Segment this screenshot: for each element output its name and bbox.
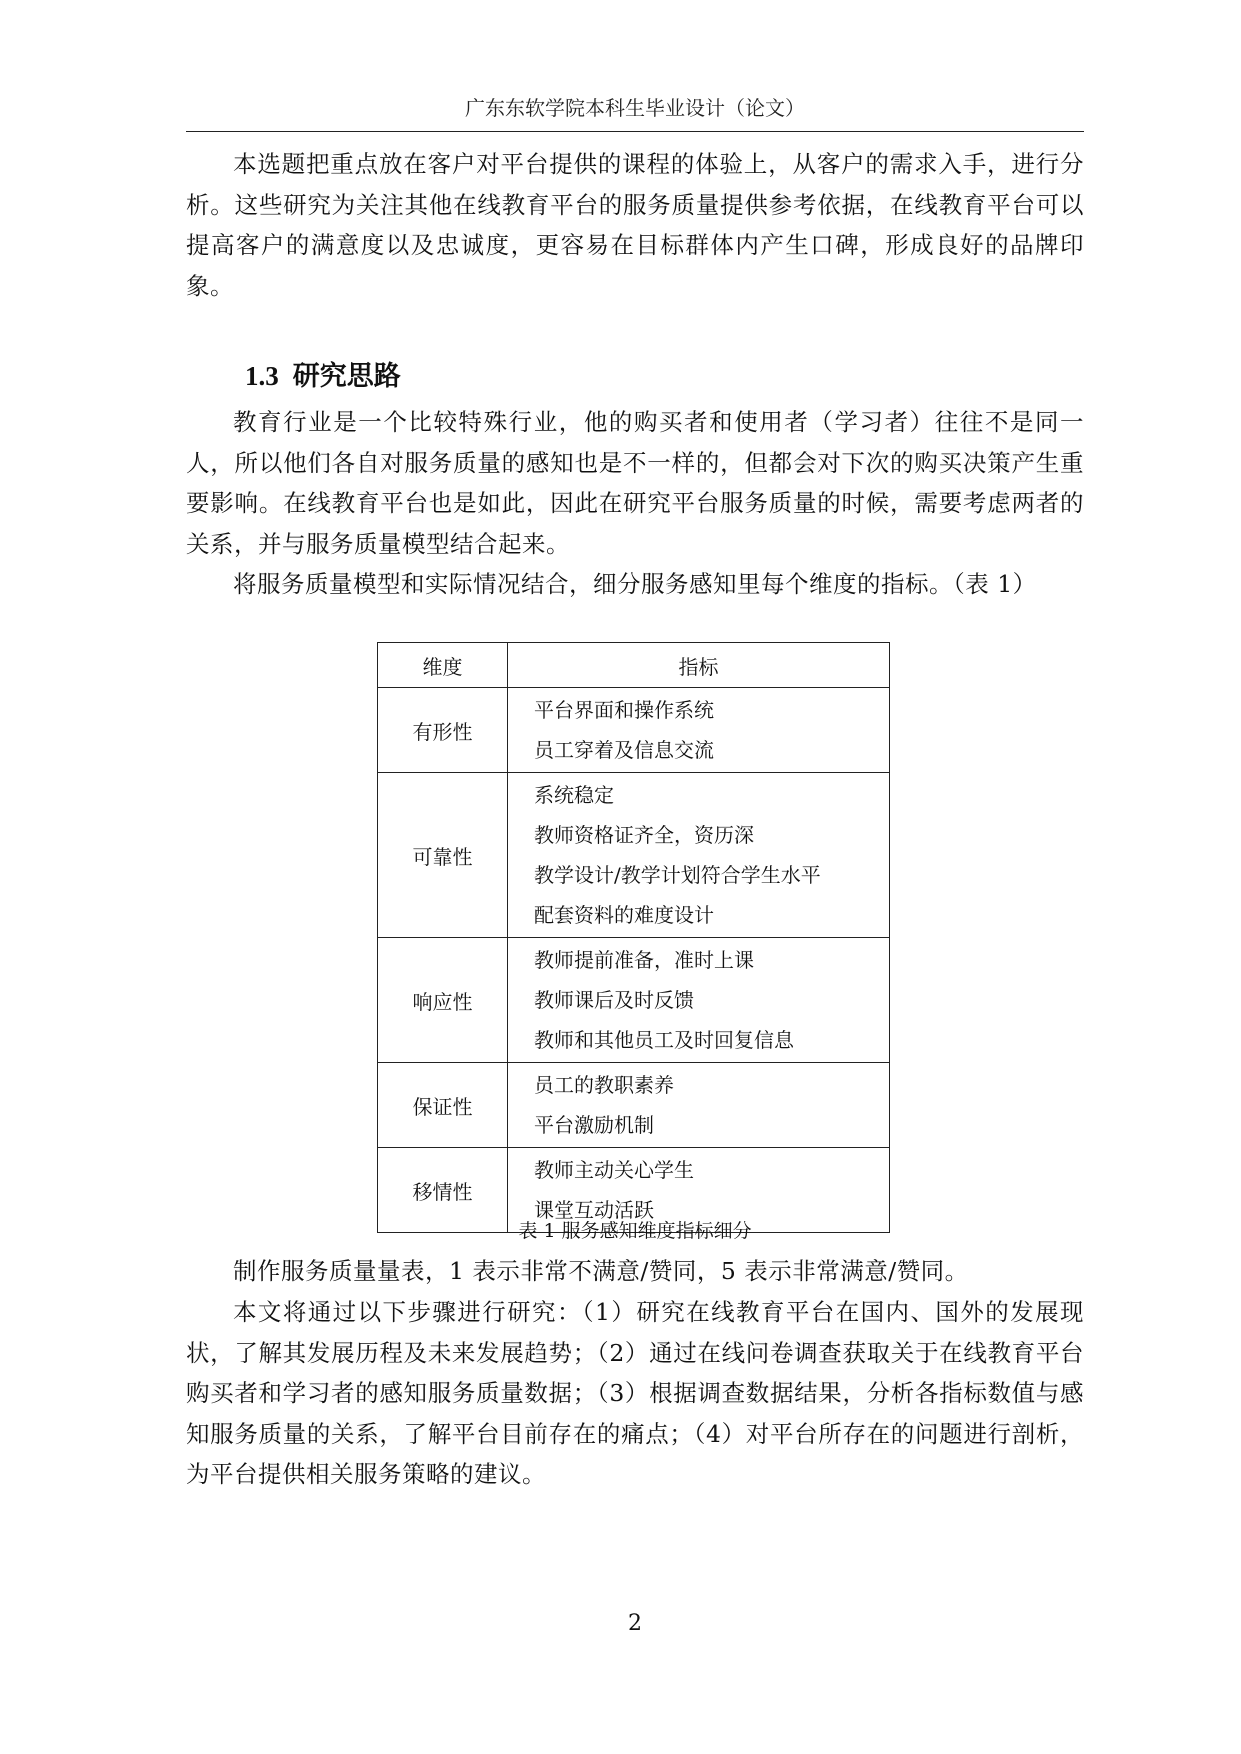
header-rule (186, 131, 1084, 132)
indicator-item: 教师课后及时反馈 (534, 988, 694, 1012)
page-number: 2 (628, 1611, 642, 1636)
paragraph-research-steps: 本文将通过以下步骤进行研究：（1）研究在线教育平台在国内、国外的发展现状，了解其发展历程及未来发展趋势；（2）通过在线问卷调查获取关于在线教育平台购买者和学习者的感知服务质量数据；（3）根据调查数据结果，分析各指标数值与感知服务质量的关系，了解平台目前存在的痛点；（4）对平台所存在的问题进行剖析，为平台提供相关服务策略的建议。 (186, 1298, 1084, 1488)
indicator-item: 系统稳定 (534, 783, 614, 807)
paragraph-education-industry: 教育行业是一个比较特殊行业，他的购买者和使用者（学习者）往往不是同一人，所以他们各自对服务质量的感知也是不一样的，但都会对下次的购买决策产生重要影响。在线教育平台也是如此，因此在研究平台服务质量的时候，需要考虑两者的关系，并与服务质量模型结合起来。 (186, 408, 1084, 558)
indicator-cell (508, 938, 890, 1063)
indicator-item: 配套资料的难度设计 (534, 903, 714, 927)
indicator-item: 员工穿着及信息交流 (534, 738, 714, 762)
table-header-row (378, 643, 890, 688)
indicator-item: 教学设计/教学计划符合学生水平 (534, 863, 821, 887)
section-number: 1.3 (245, 361, 279, 391)
dimension-indicator-table (377, 642, 890, 1233)
indicator-cell (508, 773, 890, 938)
indicator-cell (508, 1063, 890, 1148)
paragraph-topic-focus: 本选题把重点放在客户对平台提供的课程的体验上，从客户的需求入手，进行分析。这些研究为关注其他在线教育平台的服务质量提供参考依据，在线教育平台可以提高客户的满意度以及忠诚度，更容易在目标群体内产生口碑，形成良好的品牌印象。 (186, 150, 1084, 300)
table-row (378, 688, 890, 773)
section-title: 研究思路 (292, 361, 401, 392)
table-header-dimension: 维度 (378, 643, 508, 688)
indicator-item: 教师和其他员工及时回复信息 (534, 1028, 794, 1052)
dimension-cell: 移情性 (378, 1148, 508, 1233)
dimension-cell: 可靠性 (378, 773, 508, 938)
indicator-item: 教师主动关心学生 (534, 1158, 694, 1182)
indicator-item: 教师提前准备，准时上课 (534, 948, 754, 972)
paragraph-table-intro: 将服务质量模型和实际情况结合，细分服务感知里每个维度的指标。（表 1） (233, 570, 1037, 598)
running-header: 广东东软学院本科生毕业设计（论文） (465, 96, 805, 120)
section-heading (245, 356, 401, 397)
indicator-item: 教师资格证齐全，资历深 (534, 823, 754, 847)
table-row (378, 1063, 890, 1148)
indicator-item: 员工的教职素养 (534, 1073, 674, 1097)
table-row (378, 773, 890, 938)
dimension-cell: 响应性 (378, 938, 508, 1063)
indicator-item: 课堂互动活跃 (534, 1198, 654, 1222)
dimension-cell: 保证性 (378, 1063, 508, 1148)
paragraph-scale: 制作服务质量量表，1 表示非常不满意/赞同，5 表示非常满意/赞同。 (233, 1257, 969, 1285)
table-row (378, 938, 890, 1063)
indicator-item: 平台界面和操作系统 (534, 698, 714, 722)
table-header-indicator: 指标 (508, 643, 890, 688)
indicator-item: 平台激励机制 (534, 1113, 654, 1137)
indicator-cell (508, 688, 890, 773)
dimension-cell: 有形性 (378, 688, 508, 773)
table-caption: 表 1 服务感知维度指标细分 (518, 1220, 752, 1242)
